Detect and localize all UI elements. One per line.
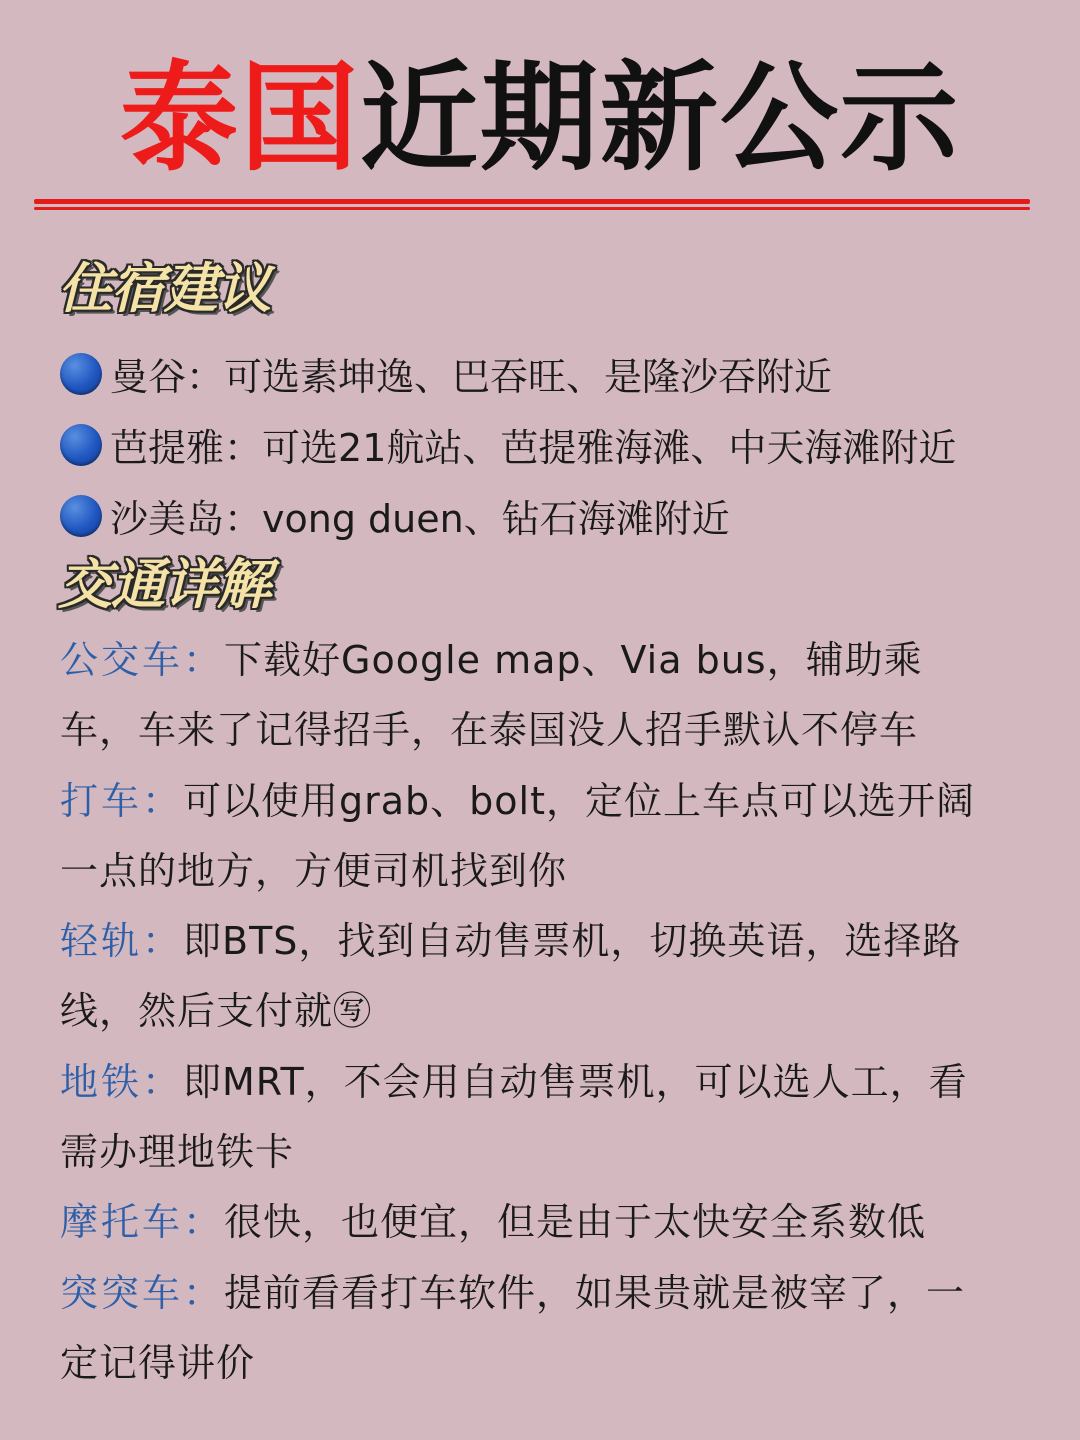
- lodging-item-bangkok: [60, 338, 1060, 409]
- lodging-item-pattaya: [60, 409, 1060, 480]
- lodging-item-text: 可选素坤逸、巴吞旺、是隆沙吞附近: [224, 355, 833, 399]
- transport-item-light-rail: [60, 906, 1000, 1047]
- transport-heading: 交通详解: [58, 552, 270, 616]
- transport-item-label: 公交车：: [60, 638, 225, 682]
- blue-circle-icon: [60, 495, 102, 537]
- transport-item-text: 下载好Google map、Via bus，辅助乘车，车来了记得招手，在泰国没人招手默认不停车: [60, 638, 923, 753]
- lodging-item-text: vong duen、钻石海滩附近: [262, 497, 730, 541]
- transport-item-label: 突突车：: [60, 1270, 225, 1315]
- lodging-heading: 住宿建议: [58, 256, 270, 320]
- lodging-item-label: 沙美岛：: [110, 497, 263, 541]
- transport-item-text: 即MRT，不会用自动售票机，可以选人工，看需办理地铁卡: [60, 1059, 968, 1175]
- title-red-part: 泰国: [119, 49, 360, 187]
- transport-item-subway: [60, 1047, 1000, 1188]
- transport-item-taxi: [60, 766, 1000, 907]
- transport-item-tuktuk: [60, 1258, 1000, 1399]
- transport-item-bus: [60, 625, 1000, 766]
- lodging-item-label: 芭提雅：: [110, 426, 263, 470]
- transport-item-label: 打车：: [60, 778, 184, 823]
- title-underline-secondary: [34, 207, 1030, 210]
- title-underline: [34, 199, 1030, 204]
- transport-item-text: 很快，也便宜，但是由于太快安全系数低: [224, 1200, 927, 1245]
- transport-item-label: 地铁：: [60, 1059, 184, 1104]
- lodging-item-label: 曼谷：: [110, 355, 225, 399]
- transport-item-label: 摩托车：: [60, 1200, 225, 1245]
- lodging-item-text: 可选21航站、芭提雅海滩、中天海滩附近: [262, 426, 957, 470]
- transport-item-text: 即BTS，找到自动售票机，切换英语，选择路线，然后支付就㊢: [60, 919, 962, 1034]
- transport-item-text: 提前看看打车软件，如果贵就是被宰了，一定记得讲价: [60, 1270, 966, 1385]
- blue-circle-icon: [60, 353, 102, 395]
- transport-item-label: 轻轨：: [60, 919, 184, 964]
- transport-item-text: 可以使用grab、bolt，定位上车点可以选开阔一点的地方，方便司机找到你: [60, 778, 975, 893]
- page-title: [0, 48, 1080, 188]
- transport-item-motorbike: [60, 1187, 1000, 1257]
- transport-list: [60, 625, 1000, 1398]
- lodging-list: [60, 338, 1060, 551]
- title-black-part: 近期新公示: [360, 49, 961, 187]
- blue-circle-icon: [60, 424, 102, 466]
- lodging-item-samet: [60, 480, 1060, 551]
